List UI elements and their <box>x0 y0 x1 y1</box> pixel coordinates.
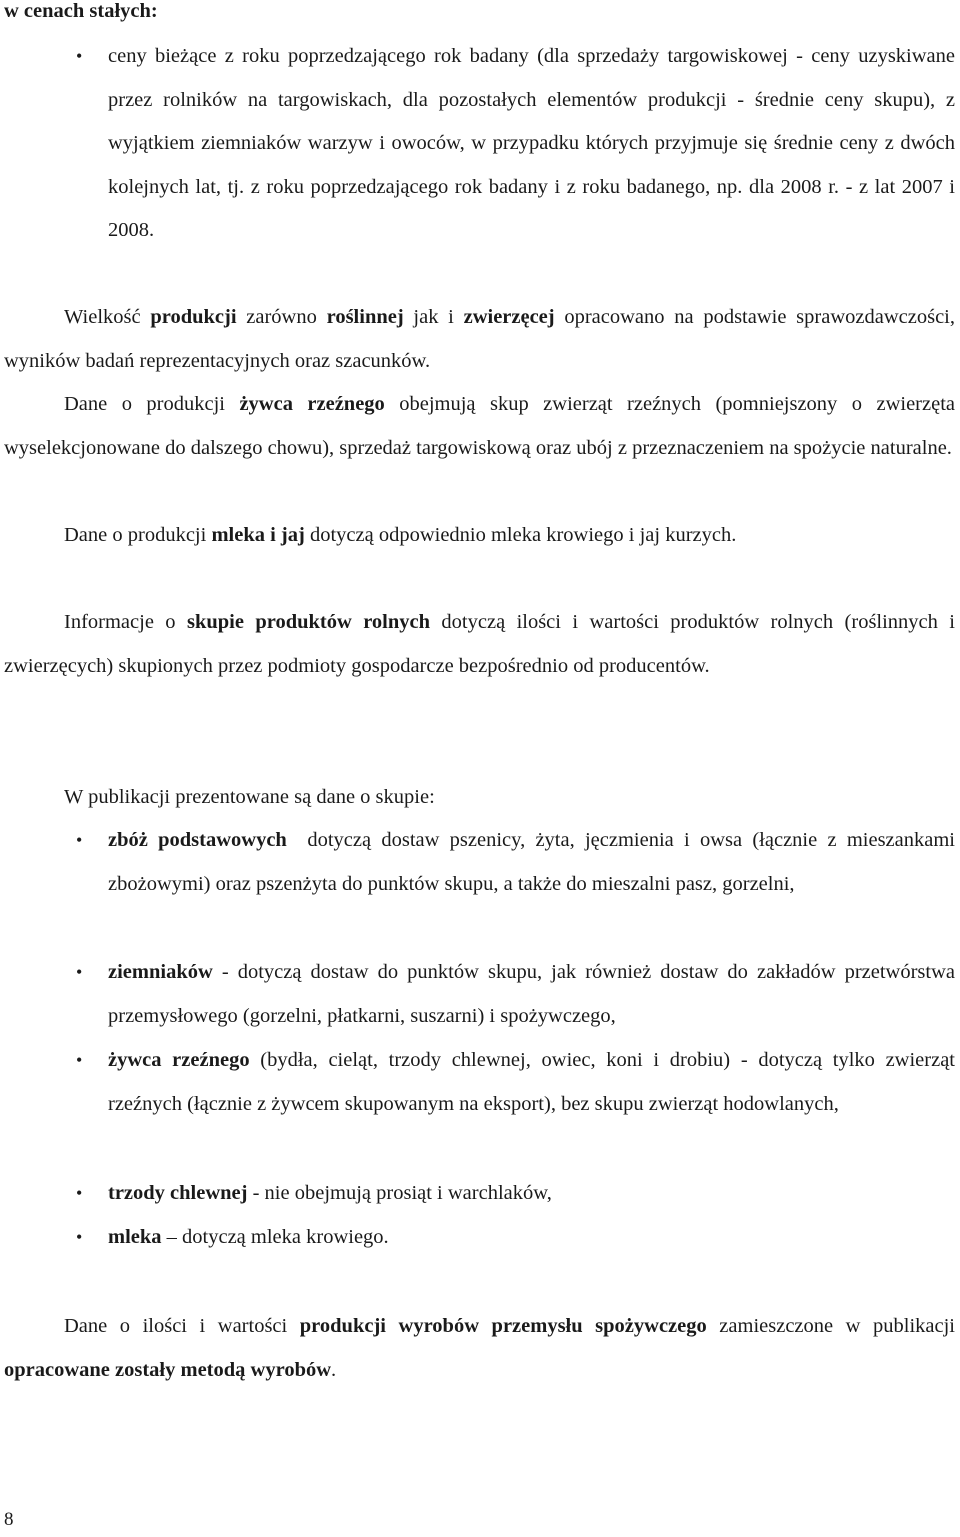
bullet-icon <box>76 1172 82 1216</box>
bullet-icon <box>76 951 82 995</box>
section-heading: w cenach stałych: <box>4 0 158 22</box>
bullet-icon <box>76 1216 82 1260</box>
paragraph-procurement: Informacje o skupie produktów rolnych dotyczą ilości i wartości produktów rolnych (roślinnych i zwierzęcych) skupionych przez podmioty gospodarcze bezpośrednio od producentów. <box>4 611 956 677</box>
list-item: • trzody chlewnej - nie obejmują prosiąt i warchlaków, <box>108 1172 955 1216</box>
list-item: • mleka – dotyczą mleka krowiego. <box>108 1216 955 1260</box>
list-item: • ziemniaków - dotyczą dostaw do punktów skupu, jak również dostaw do zakładów przetwórstwa przemysłowego (gorzelni, płatkarni, suszarni) i spożywczego, <box>108 951 955 1038</box>
paragraph-publication-intro: W publikacji prezentowane są dane o skupie: <box>64 786 435 808</box>
list-item: • zbóż podstawowych dotyczą dostaw pszenicy, żyta, jęczmienia i owsa (łącznie z mieszankami zbożowymi) oraz pszenżyta do punktów skupu, a także do mieszalni pasz, gorzelni, <box>108 819 955 906</box>
bullet-icon <box>76 819 82 863</box>
bullet-icon <box>76 1039 82 1083</box>
paragraph-livestock: Dane o produkcji żywca rzeźnego obejmują skup zwierząt rzeźnych (pomniejszony o zwierzęta wyselekcjonowane do dalszego chowu), sprzedaż targowiskową oraz ubój z przeznaczeniem na spożycie naturalne. <box>4 393 955 459</box>
paragraph-production: Wielkość produkcji zarówno roślinnej jak i zwierzęcej opracowano na podstawie sprawozdawczości, wyników badań reprezentacyjnych oraz szacunków. <box>4 306 955 372</box>
bullet-icon <box>76 35 82 79</box>
list-item: • żywca rzeźnego (bydła, cieląt, trzody chlewnej, owiec, koni i drobiu) - dotyczą tylko zwierząt rzeźnych (łącznie z żywcem skupowanym na eksport), bez skupu zwierząt hodowlanych, <box>108 1039 955 1126</box>
list-item: • ceny bieżące z roku poprzedzającego rok badany (dla sprzedaży targowiskowej - ceny uzyskiwane przez rolników na targowiskach, dla pozostałych elementów produkcji - średnie ceny skupu), z wyjątkiem ziemniaków warzyw i owoców, w przypadku których przyjmuje się średnie ceny z dwóch kolejnych lat, tj. z roku poprzedzającego rok badany i z roku badanego, np. dla 2008 r. - z lat 2007 i 2008. <box>108 35 955 253</box>
page-number: 8 <box>4 1509 14 1530</box>
paragraph-milk-eggs: Dane o produkcji mleka i jaj dotyczą odpowiednio mleka krowiego i jaj kurzych. <box>64 524 737 546</box>
paragraph-food-industry: Dane o ilości i wartości produkcji wyrobów przemysłu spożywczego zamieszczone w publikacji opracowane zostały metodą wyrobów. <box>4 1315 955 1381</box>
